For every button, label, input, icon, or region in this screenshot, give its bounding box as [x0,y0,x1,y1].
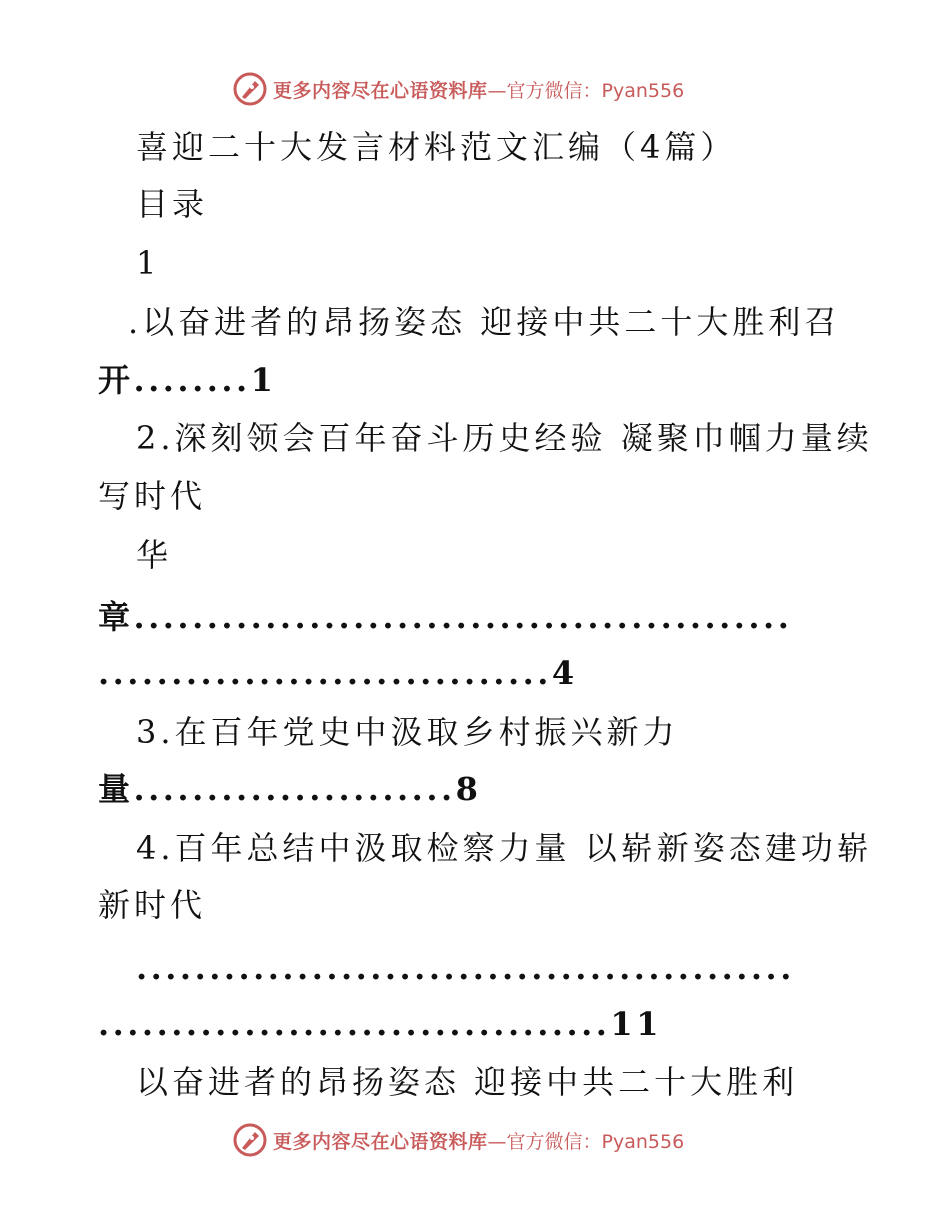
toc-entry-2-line-3: 华 [136,536,173,574]
toc-entry-2-line-4: 章............................................. [98,598,793,636]
toc-entry-3-line-2: 量......................8 [98,770,482,808]
banner-wechat: —官方微信：Pyan556 [487,79,685,102]
toc-entry-1-line-1: .以奋进者的昂扬姿态 迎接中共二十大胜利召 [128,303,841,341]
toc-entry-4-line-2: 新时代 [98,886,207,924]
watermark-banner-top [233,72,684,106]
toc-number: 1 [136,244,161,282]
toc-entry-3-line-1: 3.在百年党史中汲取乡村振兴新力 [136,713,679,751]
pen-nib-logo-icon [233,72,267,106]
toc-entry-1-line-2: 开........1 [98,361,277,399]
document-title: 喜迎二十大发言材料范文汇编（4篇） [136,128,737,166]
watermark-banner-bottom [233,1123,684,1157]
toc-heading: 目录 [136,185,209,223]
pen-nib-logo-icon [233,1123,267,1157]
toc-entry-2-line-2: 写时代 [98,477,207,515]
toc-entry-2-line-1: 2.深刻领会百年奋斗历史经验 凝聚巾帼力量续 [136,419,873,457]
toc-entry-4-line-3: ............................................. [136,949,795,987]
toc-entry-2-line-5: ...............................4 [98,654,578,692]
banner-wechat: —官方微信：Pyan556 [487,1130,685,1153]
banner-slogan: 更多内容尽在心语资料库 [273,79,488,102]
section-title: 以奋进者的昂扬姿态 迎接中共二十大胜利 [136,1063,799,1101]
toc-entry-4-line-4: ...................................11 [98,1005,662,1043]
toc-entry-4-line-1: 4.百年总结中汲取检察力量 以崭新姿态建功崭 [136,829,873,867]
banner-slogan: 更多内容尽在心语资料库 [273,1130,488,1153]
